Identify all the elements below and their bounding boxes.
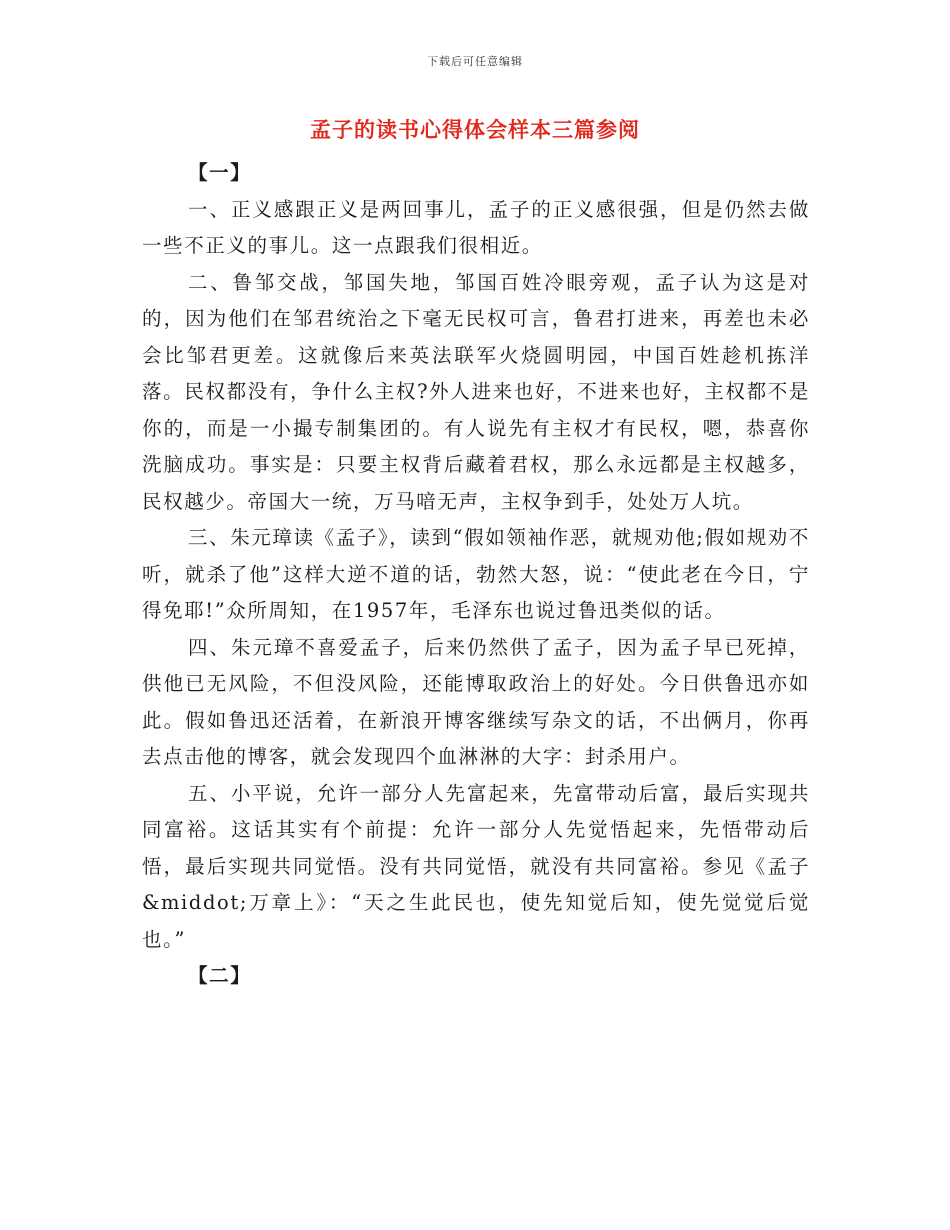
document-body — [142, 155, 810, 995]
page-header-note: 下载后可任意编辑 — [427, 55, 523, 68]
paragraph-3: 三、朱元璋读《孟子》，读到“假如领袖作恶，就规劝他;假如规劝不听，就杀了他”这样大逆不道的话，勃然大怒，说：“使此老在今日，宁得免耶!”众所周知，在1957年，毛泽东也说过鲁迅类似的话。 — [142, 526, 810, 622]
section-heading-1: 【一】 — [188, 161, 252, 184]
section-heading-2: 【二】 — [188, 964, 252, 987]
paragraph-4: 四、朱元璋不喜爱孟子，后来仍然供了孟子，因为孟子早已死掉，供他已无风险，不但没风险，还能博取政治上的好处。今日供鲁迅亦如此。假如鲁迅还活着，在新浪开博客继续写杂文的话，不出俩月，你再去点击他的博客，就会发现四个血淋淋的大字：封杀用户。 — [142, 635, 810, 768]
document-title: 孟子的读书心得体会样本三篇参阅 — [310, 117, 640, 142]
paragraph-1: 一、正义感跟正义是两回事儿，孟子的正义感很强，但是仍然去做一些不正义的事儿。这一点跟我们很相近。 — [142, 197, 810, 257]
paragraph-5: 五、小平说，允许一部分人先富起来，先富带动后富，最后实现共同富裕。这话其实有个前提：允许一部分人先觉悟起来，先悟带动后悟，最后实现共同觉悟。没有共同觉悟，就没有共同富裕。参见《孟子&middot;万章上》：“天之生此民也，使先知觉后知，使先觉觉后觉也。” — [142, 781, 810, 951]
paragraph-2: 二、鲁邹交战，邹国失地，邹国百姓冷眼旁观，孟子认为这是对的，因为他们在邹君统治之下毫无民权可言，鲁君打进来，再差也未必会比邹君更差。这就像后来英法联军火烧圆明园，中国百姓趁机拣洋落。民权都没有，争什么主权?外人进来也好，不进来也好，主权都不是你的，而是一小撮专制集团的。有人说先有主权才有民权，嗯，恭喜你洗脑成功。事实是：只要主权背后藏着君权，那么永远都是主权越多，民权越少。帝国大一统，万马喑无声，主权争到手，处处万人坑。 — [142, 270, 810, 513]
